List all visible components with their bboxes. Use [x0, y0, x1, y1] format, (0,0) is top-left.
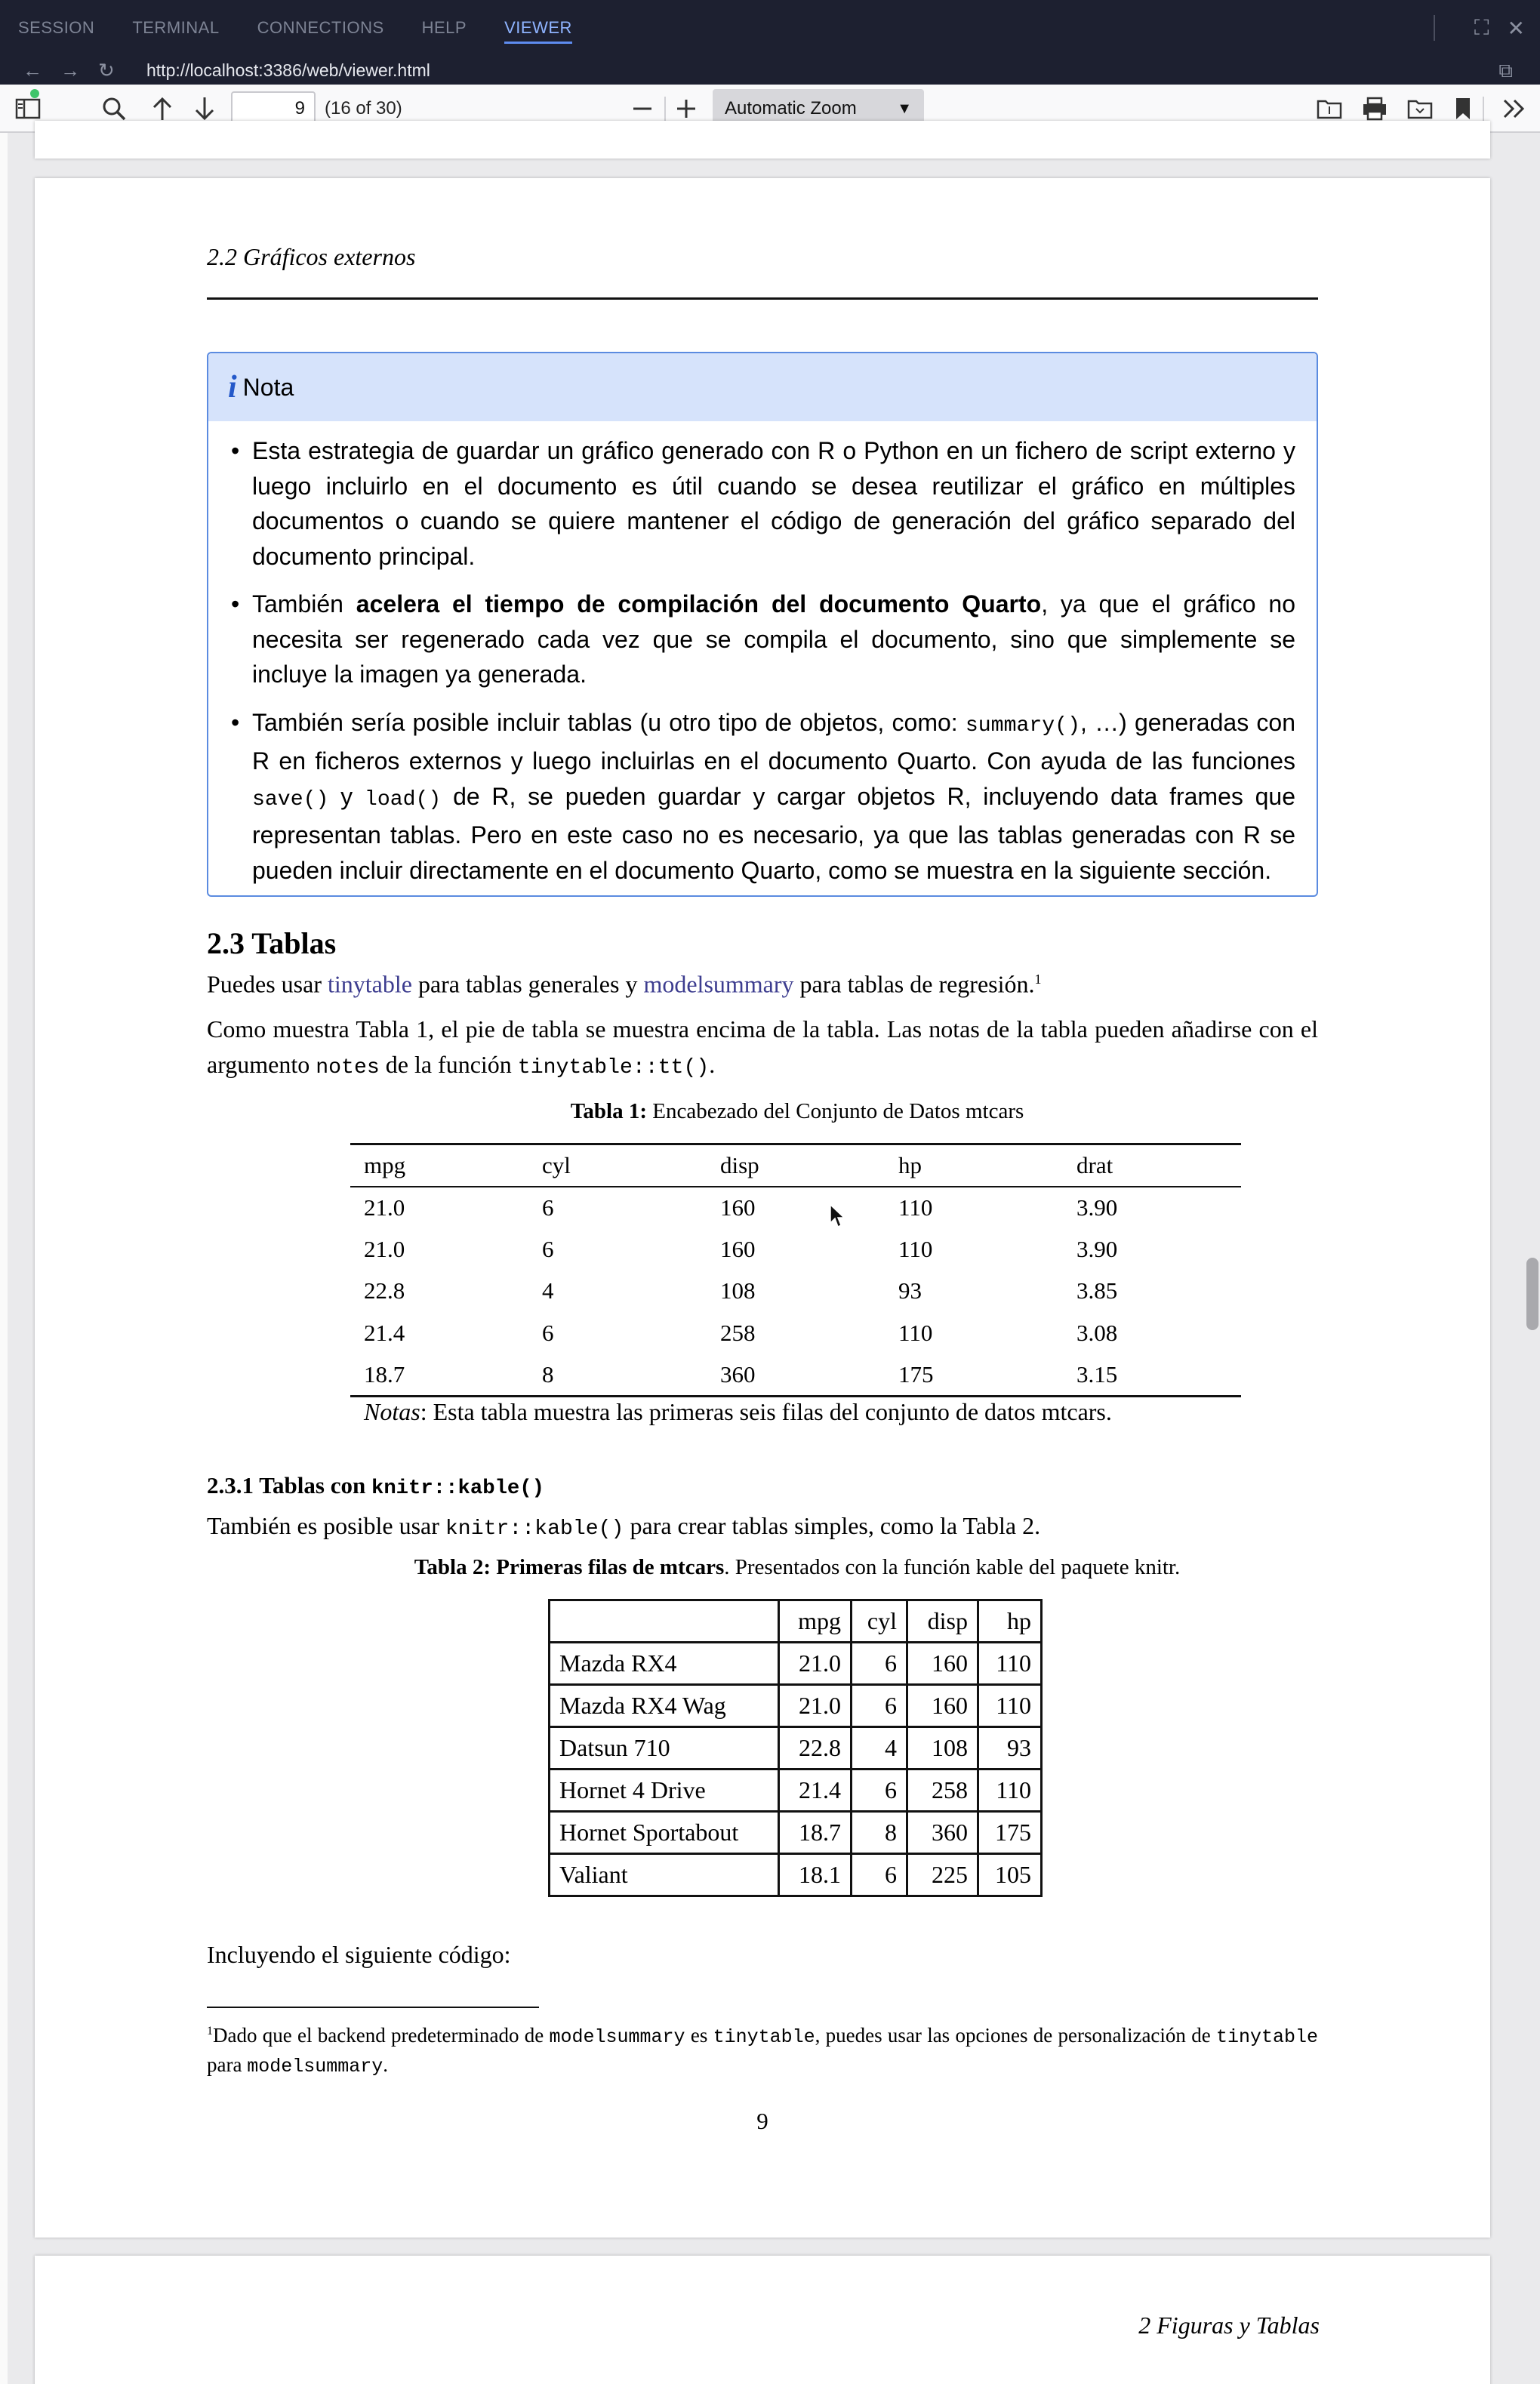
table-row — [550, 1727, 1042, 1770]
callout-item-text: , ya que el gráfico no necesita ser regenerado cada vez que se compila el documento, sino que simplemente se incluye la imagen ya generada. — [252, 590, 1296, 688]
para-text: Como muestra Tabla 1, el pie de tabla se muestra encima de la tabla. Las notas de la tabla pueden añadirse con el argumento — [207, 1015, 1318, 1078]
menu-session[interactable]: SESSION — [18, 18, 95, 37]
table-cell: 93 — [978, 1727, 1042, 1770]
table-cell: 21.0 — [364, 1194, 405, 1221]
table-cell: 160 — [907, 1643, 978, 1685]
inline-code: modelsummary — [247, 2056, 383, 2078]
table-row — [550, 1854, 1042, 1896]
para-text: Puedes usar — [207, 970, 328, 998]
toolbar-divider — [1483, 97, 1484, 121]
inline-code: load() — [364, 787, 442, 812]
callout-title: Nota — [242, 373, 294, 401]
menu-help[interactable]: HELP — [421, 18, 467, 37]
left-panel-edge — [0, 133, 8, 2384]
table-cell: 105 — [978, 1854, 1042, 1896]
table-cell: 8 — [542, 1360, 554, 1388]
table-cell: Valiant — [550, 1854, 779, 1896]
table-header-row — [550, 1600, 1042, 1643]
chevron-down-icon: ▼ — [897, 100, 912, 117]
table-cell: 6 — [852, 1685, 907, 1727]
caption-text: Encabezado del Conjunto de Datos mtcars — [646, 1099, 1024, 1123]
status-dot — [30, 89, 39, 98]
para-text: de la función — [379, 1050, 518, 1078]
table-row — [350, 1271, 1241, 1313]
table-cell: 4 — [852, 1727, 907, 1770]
table-cell: 21.4 — [364, 1319, 405, 1346]
table1 — [350, 1143, 1241, 1397]
table-cell: 6 — [542, 1194, 554, 1221]
table-cell: 225 — [907, 1854, 978, 1896]
footnote-text: . — [383, 2053, 388, 2076]
footnote-text: , puedes usar las opciones de personalización de — [815, 2024, 1216, 2047]
notes-text: : Esta tabla muestra las primeras seis filas del conjunto de datos mtcars. — [420, 1398, 1112, 1425]
app-menu-bar — [0, 0, 1540, 56]
table-cell: Mazda RX4 Wag — [550, 1685, 779, 1727]
para-text: para crear tablas simples, como la Tabla 2. — [624, 1512, 1041, 1539]
para-text: para tablas de regresión. — [793, 970, 1035, 998]
table-cell: 3.08 — [1076, 1319, 1118, 1346]
open-external-icon[interactable]: ⧉ — [1498, 59, 1513, 82]
menu-terminal[interactable]: TERMINAL — [132, 18, 220, 37]
app-menu — [18, 0, 610, 56]
table-cell: 3.15 — [1076, 1360, 1118, 1388]
table-cell: 6 — [542, 1235, 554, 1262]
table-cell: 3.85 — [1076, 1277, 1118, 1304]
column-header: hp — [898, 1151, 922, 1178]
notes-label: Notas — [364, 1398, 420, 1425]
table-cell: Hornet 4 Drive — [550, 1770, 779, 1812]
table1-notes — [364, 1398, 1112, 1426]
table-row — [550, 1685, 1042, 1727]
pdf-page-previous — [35, 121, 1490, 159]
scrollbar-thumb[interactable] — [1526, 1258, 1538, 1330]
page-number-input[interactable]: 9 — [231, 91, 316, 126]
table-cell: 110 — [898, 1194, 933, 1221]
table1-caption — [35, 1099, 1540, 1124]
table-row — [550, 1812, 1042, 1854]
table-cell: 6 — [852, 1854, 907, 1896]
mouse-cursor-icon — [829, 1203, 845, 1236]
subsection-text: 2.3.1 Tablas con — [207, 1472, 371, 1498]
column-header: drat — [1076, 1151, 1113, 1178]
table-cell: 18.1 — [779, 1854, 852, 1896]
table-cell: 22.8 — [779, 1727, 852, 1770]
running-head: 2.2 Gráficos externos — [207, 243, 416, 270]
table-cell: 108 — [907, 1727, 978, 1770]
table-cell: 6 — [852, 1770, 907, 1812]
table-cell: 18.7 — [364, 1360, 405, 1388]
callout-header — [208, 353, 1317, 421]
tools-menu-icon[interactable] — [1502, 85, 1526, 133]
table-cell: 21.4 — [779, 1770, 852, 1812]
inline-code: tinytable — [1215, 2026, 1318, 2048]
callout-item — [252, 587, 1295, 692]
table-row — [550, 1643, 1042, 1685]
note-callout — [207, 352, 1318, 897]
footnote-text: Dado que el backend predeterminado de — [213, 2024, 550, 2047]
table-cell: Datsun 710 — [550, 1727, 779, 1770]
table-cell: 258 — [720, 1319, 756, 1346]
info-icon: i — [228, 370, 237, 405]
inline-code: tinytable::tt() — [517, 1055, 710, 1080]
table-cell: 93 — [898, 1277, 922, 1304]
toolbar-divider — [664, 97, 666, 121]
table-row — [350, 1228, 1241, 1271]
table-cell: 110 — [898, 1235, 933, 1262]
page-number: 9 — [756, 2108, 768, 2134]
inline-code: notes — [316, 1055, 380, 1080]
table-cell: 360 — [907, 1812, 978, 1854]
reload-icon[interactable]: ↻ — [98, 58, 115, 82]
caption-text: . Presentados con la función kable del paquete knitr. — [724, 1555, 1181, 1579]
callout-item-text: Esta estrategia de guardar un gráfico generado con R o Python en un fichero de script externo y luego incluirlo en el documento es útil cuando se desea reutilizar el gráfico en múltiples documentos o cuando se quiere mantener el código de generación del gráfico separado del documento principal. — [252, 437, 1295, 570]
table-cell: 22.8 — [364, 1277, 405, 1304]
table-cell: 160 — [720, 1194, 756, 1221]
para-text: . — [709, 1050, 716, 1078]
table-header-row — [350, 1144, 1241, 1187]
table-cell: 110 — [898, 1319, 933, 1346]
fullscreen-icon[interactable]: ⛶ — [1474, 15, 1489, 39]
menu-connections[interactable]: CONNECTIONS — [257, 18, 384, 37]
table-cell: 110 — [978, 1643, 1042, 1685]
table-intro-paragraph — [207, 1012, 1318, 1086]
table-cell: 258 — [907, 1770, 978, 1812]
pdf-page-next — [35, 2256, 1490, 2384]
table-cell: 6 — [542, 1319, 554, 1346]
window-controls — [1434, 0, 1525, 56]
table-cell: 110 — [978, 1770, 1042, 1812]
pdf-page — [35, 178, 1490, 2238]
para-text: También es posible usar — [207, 1512, 445, 1539]
inline-code: summary() — [965, 713, 1080, 738]
callout-item — [252, 705, 1295, 889]
tinytable-link[interactable]: tinytable — [327, 970, 412, 998]
column-header: hp — [978, 1600, 1042, 1643]
callout-item-text: También — [252, 590, 356, 618]
modelsummary-link[interactable]: modelsummary — [643, 970, 794, 998]
table-cell: 360 — [720, 1360, 756, 1388]
menu-viewer[interactable]: VIEWER — [504, 0, 572, 56]
column-header: cyl — [542, 1151, 571, 1178]
table-cell: 18.7 — [779, 1812, 852, 1854]
table-cell: 3.90 — [1076, 1235, 1118, 1262]
para-text: para tablas generales y — [411, 970, 644, 998]
nav-buttons — [23, 56, 133, 85]
caption-label: Tabla 1: — [570, 1099, 647, 1123]
footnote-text: es — [685, 2024, 713, 2047]
table-cell: 108 — [720, 1277, 756, 1304]
table-cell: Hornet Sportabout — [550, 1812, 779, 1854]
column-header: disp — [720, 1151, 759, 1178]
section-title: 2.3 Tablas — [207, 926, 337, 960]
callout-list — [208, 421, 1317, 888]
caption-bold: Primeras filas de mtcars — [491, 1555, 725, 1579]
running-head: 2 Figuras y Tablas — [1138, 2312, 1320, 2339]
code-intro-paragraph: Incluyendo el siguiente código: — [207, 1941, 511, 1968]
footnote — [207, 2017, 1318, 2081]
table-cell: 8 — [852, 1812, 907, 1854]
zoom-select-value: Automatic Zoom — [725, 98, 857, 119]
inline-code: save() — [252, 787, 329, 812]
column-header: disp — [907, 1600, 978, 1643]
footnote-marker[interactable]: 1 — [1034, 972, 1042, 987]
table-row — [350, 1312, 1241, 1354]
back-icon[interactable]: ← — [23, 58, 42, 82]
subsection-title — [207, 1472, 544, 1500]
column-header — [550, 1600, 779, 1643]
column-header: mpg — [779, 1600, 852, 1643]
page-count: (16 of 30) — [325, 98, 402, 119]
table2 — [548, 1599, 1043, 1897]
table-cell: 3.90 — [1076, 1194, 1118, 1221]
close-icon[interactable]: ✕ — [1507, 16, 1525, 40]
table-row — [350, 1187, 1241, 1229]
table-row — [550, 1770, 1042, 1812]
inline-code: knitr::kable() — [445, 1517, 624, 1541]
callout-item-text: y — [328, 782, 365, 810]
callout-item-text: , …) generadas con R en ficheros externos y luego incluirlas en el documento Quarto. Con ayuda de las funciones — [252, 708, 1296, 775]
table-cell: Mazda RX4 — [550, 1643, 779, 1685]
inline-code: tinytable — [713, 2026, 815, 2048]
table-cell: 4 — [542, 1277, 554, 1304]
forward-icon[interactable]: → — [60, 58, 80, 82]
table-cell: 21.0 — [364, 1235, 405, 1262]
callout-item-text: de R, se pueden guardar y cargar objetos R, incluyendo data frames que representan tablas. Pero en este caso no es necesario, ya que las tablas generadas con R se pueden incluir directamente en el documento Quarto, como se muestra en la siguiente sección. — [252, 782, 1296, 884]
caption-label: Tabla 2: — [414, 1555, 491, 1579]
footnote-rule — [207, 2007, 539, 2008]
header-rule — [207, 297, 1318, 300]
table-cell: 175 — [978, 1812, 1042, 1854]
column-header: cyl — [852, 1600, 907, 1643]
callout-item — [252, 433, 1295, 574]
table-cell: 21.0 — [779, 1643, 852, 1685]
table-cell: 21.0 — [779, 1685, 852, 1727]
inline-code: modelsummary — [549, 2026, 685, 2048]
table-cell: 6 — [852, 1643, 907, 1685]
callout-item-bold: acelera el tiempo de compilación del documento Quarto — [356, 590, 1042, 618]
footnote-marker: 1 — [207, 2025, 213, 2037]
url-text[interactable]: http://localhost:3386/web/viewer.html — [146, 60, 430, 80]
column-header: mpg — [364, 1151, 406, 1178]
table-cell: 175 — [898, 1360, 934, 1388]
intro-paragraph — [207, 962, 1318, 1002]
table-cell: 160 — [907, 1685, 978, 1727]
footnote-text: para — [207, 2053, 248, 2076]
url-bar — [0, 56, 1540, 85]
inline-code: knitr::kable() — [371, 1477, 545, 1500]
divider — [1434, 15, 1435, 41]
table2-caption — [35, 1555, 1540, 1580]
kable-paragraph — [207, 1508, 1318, 1548]
table-row — [350, 1354, 1241, 1397]
table-cell: 160 — [720, 1235, 756, 1262]
table-cell: 110 — [978, 1685, 1042, 1727]
callout-item-text: También sería posible incluir tablas (u otro tipo de objetos, como: — [252, 708, 966, 736]
